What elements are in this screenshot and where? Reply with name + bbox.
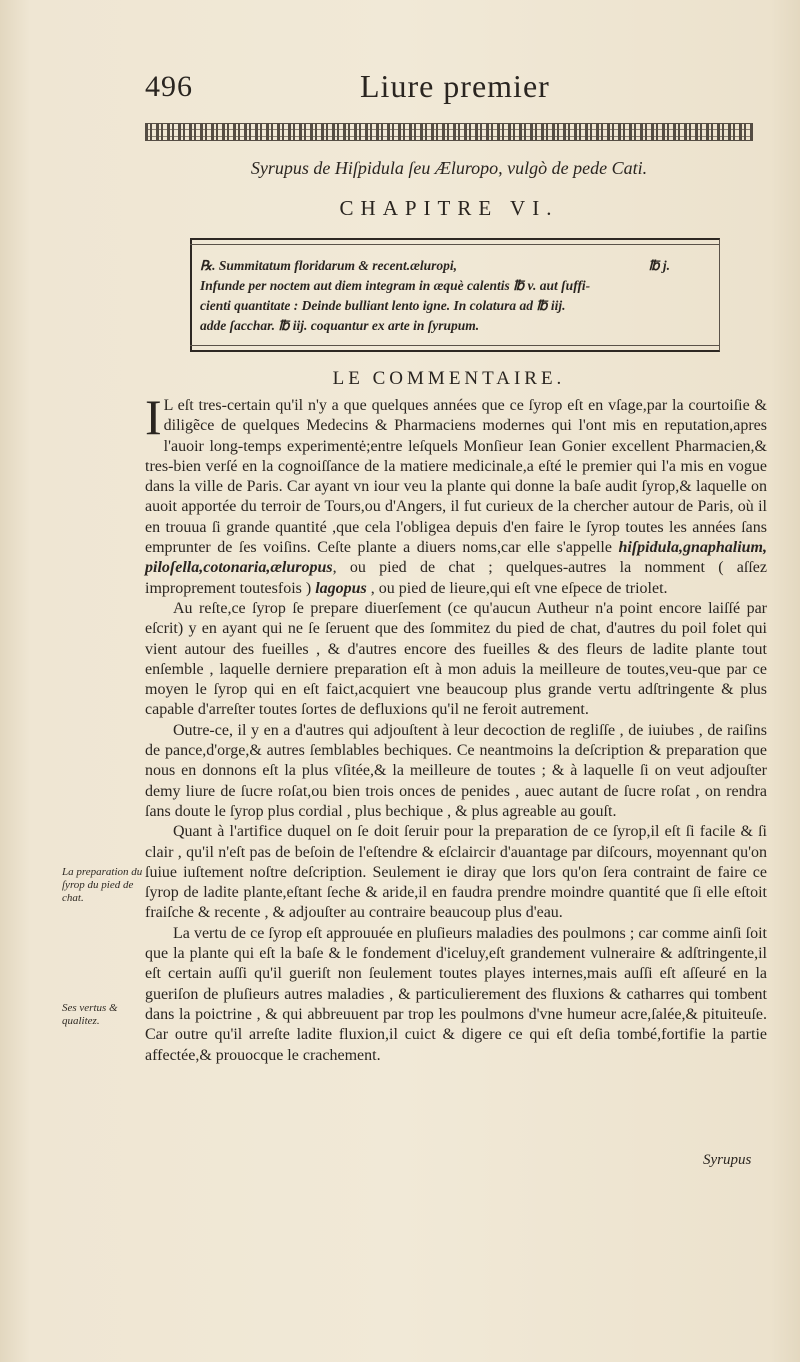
recipe-line-3: cienti quantitate : Deinde bulliant lento igne. In colatura ad ℔ iij.: [200, 298, 566, 313]
paragraph-3: Outre-ce, il y en a d'autres qui adjouſtent à leur decoction de regliſſe , de iuiubes , de raiſins de pance,d'orge,& autres ſemblables bechiques. Ce neantmoins la deſcription & preparation que nous en donnons eſt la plus vſitée,& la meilleure de toutes ; & à laquelle ſi on veut adjouſter demy liure de ſucre roſat,ou bien trois onces de penides , auec autant de ſucre roſat , on rendra ſans doute le ſyrop plus cordial , plus bechique , & plus agreable au gouſt.: [145, 721, 767, 820]
running-title: Liure premier: [360, 68, 550, 104]
plant-names: hiſpidula,gnaphalium, piloſella,cotonaria,æluropus: [145, 539, 767, 577]
chapter-heading: CHAPITRE VI.: [339, 196, 559, 220]
ornamental-band: [145, 123, 753, 141]
commentary-heading: LE COMMENTAIRE.: [332, 368, 566, 389]
lagopus-term: lagopus: [315, 579, 367, 597]
recipe-text: [200, 256, 710, 336]
paragraph-4: Quant à l'artifice duquel on ſe doit ſeruir pour la preparation de ce ſyrop,il eſt ſi facile & ſi clair , qu'il n'eſt pas de beſoin de l'eſtendre & eſclaircir d'auantage par diſcours, moyennant qu'on ſuiue iuſtement noſtre deſcription. Seulement ie diray que lors qu'on ſera contraint de faire ce ſyrop de ladite plante,eſtant ſeche & aride,il en faudra prendre moindre quantité que ſi elle eſtoit fraiſche & recente , & adjouſter au contraire beaucoup plus d'eau.: [145, 823, 767, 922]
margin-note-preparation: La preparation du ſyrop du pied de chat.: [62, 866, 143, 904]
recipe-line-1: [200, 256, 670, 276]
recipe-ingredient: ℞. Summitatum floridarum & recent.æluropi,: [200, 258, 458, 273]
paragraph-1: [145, 389, 767, 599]
paragraph-2: Au reſte,ce ſyrop ſe prepare diuerſement (ce qu'aucun Autheur n'a point encore laiſſé par eſcrit) y en ayant qui ne ſe ſeruent que des ſommitez du pied de chat, d'autres du poil folet qui vient autour des fueilles , & d'autres encore des fueilles & des fleurs de ladite plante tout enſemble , laquelle derniere preparation eſt à mon aduis la meilleure de toutes,veu-que par ce moyen le ſyrop qui en eſt faict,acquiert vne beaucoup plus grande vertu adſtringente & plus capable d'arreſter toutes ſortes de defluxions qu'il ne feroit autrement.: [145, 599, 767, 719]
margin-note-virtues: Ses vertus & qualitez.: [62, 1002, 118, 1027]
chapter-subtitle: Syrupus de Hiſpidula ſeu Æluropo, vulgò de pede Cati.: [250, 158, 648, 178]
catchword: Syrupus: [703, 1152, 752, 1168]
recipe-box: [190, 238, 720, 352]
paragraph-1-part-a: L eſt tres-certain qu'il n'y a que quelques années que ce ſyrop eſt en vſage,par la courtoiſie & diligẽce de quelques Medecins & Pharmaciens modernes qui l'ont mis en reputation,apres l'auoir long-temps experimentė;entre leſquels Monſieur Iean Gonier excellent Pharmacien,& tres-bien verſé en la cognoiſſance de la matiere medicinale,a eſté le premier qui l'a mis en vogue dans la ville de Paris. Car ayant vn iour veu la plante qui donne la baſe audit ſyrop,& laquelle on auoit apportée du terroir de Tours,ou d'Angers, il fut curieux de la chercher autour de Paris, où il en trouua ſi grande quantité ,que cela l'obligea depuis d'en faire le ſyrop toutes les années ſans emprunter de ſes voiſins. Ceſte plante a diuers noms,car elle s'appelle: [145, 397, 767, 557]
recipe-line-2: Infunde per noctem aut diem integram in æquè calentis ℔ v. aut ſuffi-: [200, 278, 591, 293]
recipe-line-4: adde ſacchar. ℔ iij. coquantur ex arte in ſyrupum.: [200, 318, 480, 333]
page-number: 496: [145, 70, 193, 103]
paragraph-1-part-b: , ou pied de chat ; quelques-autres la nomment ( aſſez improprement toutesfois ): [145, 559, 767, 597]
recipe-quantity: ℔ j.: [648, 258, 670, 273]
paragraph-5: La vertu de ce ſyrop eſt approuuée en pluſieurs maladies des poulmons ; car comme ainſi ſoit que la plante qui eſt la baſe & le fondement d'iceluy,eſt grandement vulneraire & adſtringente,il eſt certain auſſi qu'il gueriſt non ſeulement toutes playes internes,mais auſſi eſt aſſeuré en la gueriſon de pluſieurs autres maladies , & particulierement des fluxions & catharres qui tombent dans la poictrine , & qui abbreuuent par trop les poulmons d'vne humeur acre,ſalée,& pituiteuſe. Car outre qu'il arreſte ladite fluxion,il cuict & digere ce qui eſt deſia tombé,fortifie la partie affectée,& prouocque le crachement.: [145, 924, 767, 1064]
drop-cap: I: [145, 389, 162, 445]
commentary-body: [145, 389, 767, 1066]
page-header: [145, 70, 665, 114]
paragraph-1-part-c: , ou pied de lieure,qui eſt vne eſpece de triolet.: [366, 579, 668, 597]
